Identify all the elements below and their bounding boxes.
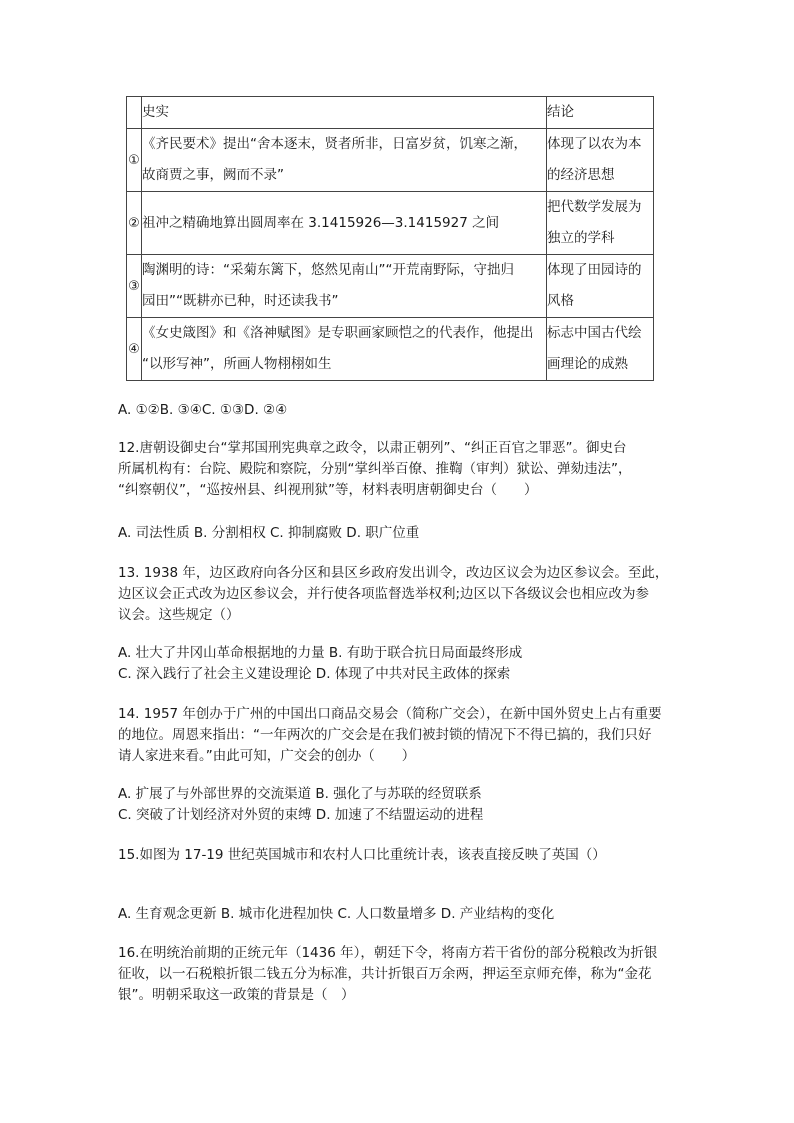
- conclusion-line: 体现了田园诗的: [547, 262, 642, 278]
- fact-line: 《女史箴图》和《洛神赋图》是专职画家顾恺之的代表作，他提出: [142, 325, 534, 341]
- question-13-options: [118, 643, 678, 685]
- row-conclusion: [547, 255, 654, 318]
- question-stem-line: 征收，以一石税粮折银二钱五分为标准，共计折银百万余两，押运至京师充俸，称为“金花: [118, 966, 652, 982]
- table-header-row: [127, 97, 654, 129]
- question-stem-line: 13. 1938 年，边区政府向各分区和县区乡政府发出训令，改边区议会为边区参议会。至此，: [118, 565, 669, 581]
- table-row: [127, 192, 654, 255]
- row-fact: [142, 318, 547, 381]
- conclusion-line: 标志中国古代绘: [547, 325, 642, 341]
- question-14-options: [118, 784, 678, 826]
- row-conclusion: [547, 318, 654, 381]
- conclusion-line: 画理论的成熟: [547, 356, 628, 372]
- fact-line: 故商贾之事，阙而不录”: [142, 167, 284, 183]
- conclusion-line: 把代数学发展为: [547, 199, 642, 215]
- question-stem-line: 15.如图为 17-19 世纪英国城市和农村人口比重统计表，该表直接反映了英国（）: [118, 847, 606, 863]
- conclusion-line: 的经济思想: [547, 167, 615, 183]
- answer-options: A. 扩展了与外部世界的交流渠道 B. 强化了与苏联的经贸联系: [118, 786, 482, 802]
- question-stem-line: 议会。这些规定（）: [118, 607, 240, 623]
- question-13: [118, 563, 678, 626]
- question-stem-line: 边区议会正式改为边区参议会，并行使各项监督选举权利;边区以下各级议会也相应改为参: [118, 586, 650, 602]
- question-stem-line: 请人家进来看。”由此可知，广交会的创办（ ）: [118, 748, 416, 764]
- question-stem-line: 14. 1957 年创办于广州的中国出口商品交易会（简称广交会），在新中国外贸史上占有重要: [118, 706, 662, 722]
- fact-line: 陶渊明的诗：“采菊东篱下，悠然见南山”“开荒南野际，守拙归: [142, 262, 514, 278]
- header-number-cell: [127, 97, 142, 129]
- header-conclusion-cell: 结论: [547, 97, 654, 129]
- question-15: [118, 845, 678, 866]
- answer-options: C. 深入践行了社会主义建设理论 D. 体现了中共对民主政体的探索: [118, 666, 511, 682]
- row-number: ④: [127, 318, 142, 381]
- row-fact: [142, 192, 547, 255]
- table-row: [127, 255, 654, 318]
- conclusion-line: 体现了以农为本: [547, 136, 642, 152]
- question-stem-line: 16.在明统治前期的正统元年（1436 年），朝廷下令，将南方若干省份的部分税粮改为折银: [118, 945, 658, 961]
- history-facts-table: [126, 96, 654, 381]
- row-fact: [142, 255, 547, 318]
- question-12-options: [118, 523, 678, 544]
- question-stem-line: 所属机构有：台院、殿院和察院，分别“掌纠举百僚、推鞫（审判）狱讼、弹劾违法”，: [118, 461, 632, 477]
- question-stem-line: 的地位。周恩来指出：“一年两次的广交会是在我们被封锁的情况下不得已搞的，我们只好: [118, 727, 652, 743]
- row-fact: [142, 129, 547, 192]
- fact-line: 园田”“既耕亦已种，时还读我书”: [142, 293, 339, 309]
- row-conclusion: [547, 192, 654, 255]
- row-conclusion: [547, 129, 654, 192]
- question-stem-line: 12.唐朝设御史台“掌邦国刑宪典章之政令，以肃正朝列”、“纠正百官之罪恶”。御史台: [118, 440, 627, 456]
- answer-options: A. 司法性质 B. 分割相权 C. 抑制腐败 D. 职广位重: [118, 525, 420, 541]
- row-number: ②: [127, 192, 142, 255]
- conclusion-line: 独立的学科: [547, 230, 615, 246]
- fact-line: 《齐民要术》提出“舍本逐末，贤者所非，日富岁贫，饥寒之渐，: [142, 136, 527, 152]
- answer-options: A. 壮大了井冈山革命根据地的力量 B. 有助于联合抗日局面最终形成: [118, 645, 523, 661]
- table-row: [127, 318, 654, 381]
- header-fact-cell: 史实: [142, 97, 547, 129]
- question-15-options: [118, 904, 678, 925]
- question-stem-line: “纠察朝仪”，“巡按州县、纠视刑狱”等，材料表明唐朝御史台（ ）: [118, 482, 538, 498]
- question-12: [118, 438, 678, 501]
- answer-options: A. ①②B. ③④C. ①③D. ②④: [118, 402, 288, 418]
- answer-options: A. 生育观念更新 B. 城市化进程加快 C. 人口数量增多 D. 产业结构的变化: [118, 906, 555, 922]
- fact-line: “以形写神”，所画人物栩栩如生: [142, 356, 332, 372]
- question-16: [118, 943, 678, 1006]
- table-row: [127, 129, 654, 192]
- answer-options: C. 突破了计划经济对外贸的束缚 D. 加速了不结盟运动的进程: [118, 807, 484, 823]
- question-11-options: [118, 400, 678, 421]
- question-14: [118, 704, 678, 767]
- row-number: ①: [127, 129, 142, 192]
- question-stem-line: 银”。明朝采取这一政策的背景是（ ）: [118, 987, 355, 1003]
- fact-line: 祖冲之精确地算出圆周率在 3.1415926—3.1415927 之间: [142, 214, 500, 231]
- row-number: ③: [127, 255, 142, 318]
- conclusion-line: 风格: [547, 293, 574, 309]
